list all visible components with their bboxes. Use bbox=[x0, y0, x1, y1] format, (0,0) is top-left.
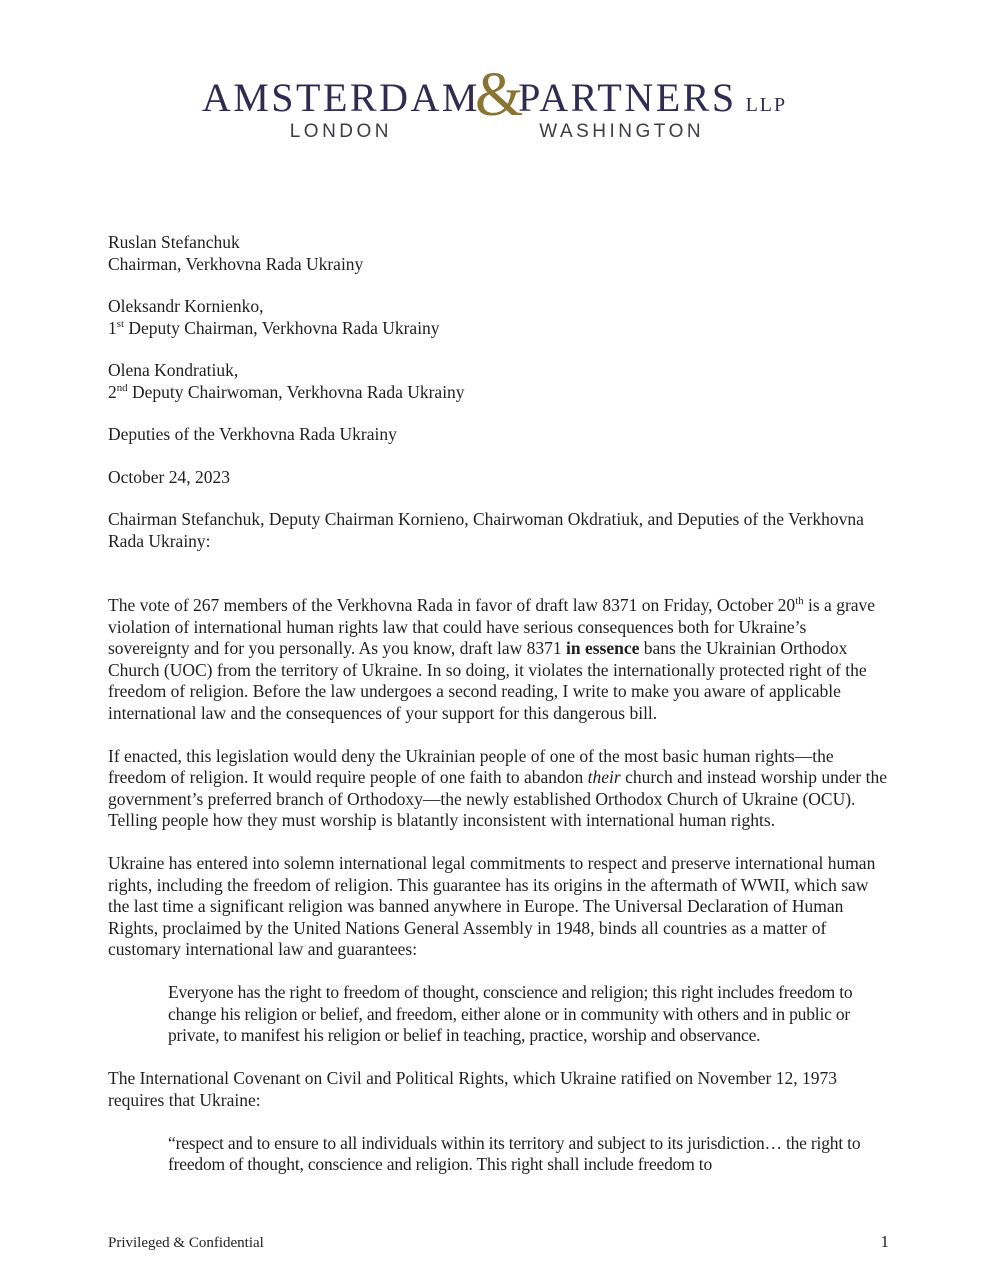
paragraph-3: Ukraine has entered into solemn international legal commitments to respect and preserve international human rights, including the freedom of religion. This guarantee has its origins in the aftermath of WWII, which saw the last time a significant religion was banned anywhere in Europe. The Universal Declaration of Human Rights, proclaimed by the United Nations General Assembly in 1948, binds all countries as a matter of customary international law and guarantees: bbox=[108, 853, 876, 959]
letterhead-left-column bbox=[201, 75, 480, 142]
page-footer bbox=[108, 1232, 889, 1252]
ordinal-number: 1 bbox=[108, 317, 117, 338]
letter-content bbox=[108, 232, 889, 1197]
p1-run-c: bans the Ukrainian Orthodox Church (UOC) from the territory of Ukraine. In so doing, it violates the internationally protected right of the freedom of religion. Before the law undergoes a second reading, I write to make you aware of applicable international law and the consequences of your support for this dangerous bill. bbox=[108, 638, 867, 723]
office-washington: WASHINGTON bbox=[539, 121, 705, 142]
ordinal-suffix: nd bbox=[116, 381, 128, 394]
p1-run-b: is a grave violation of international human rights law that could have serious consequences both for Ukraine’s sovereignty and for you personally. As you know, draft law 8371 bbox=[108, 595, 876, 658]
paragraph-2 bbox=[108, 746, 889, 832]
recipient-block-deputies bbox=[108, 424, 889, 446]
blockquote-udhr: Everyone has the right to freedom of thought, conscience and religion; this right includes freedom to change his religion or belief, and freedom, either alone or in community with others and in public or private, to manifest his religion or belief in teaching, practice, worship and observance. bbox=[168, 982, 853, 1045]
title-text: Deputy Chairman, Verkhovna Rada Ukrainy bbox=[123, 317, 440, 338]
recipient-name: Ruslan Stefanchuk bbox=[108, 232, 240, 252]
recipient-title: Chairman, Verkhovna Rada Ukrainy bbox=[108, 253, 364, 274]
p1-bold-run: in essence bbox=[566, 638, 640, 658]
recipient-group: Deputies of the Verkhovna Rada Ukrainy bbox=[108, 424, 397, 444]
paragraph-1 bbox=[108, 595, 889, 724]
p1-run-a: The vote of 267 members of the Verkhovna Rada in favor of draft law 8371 on Friday, October 20 bbox=[108, 595, 796, 615]
salutation: Chairman Stefanchuk, Deputy Chairman Kornieno, Chairwoman Okdratiuk, and Deputies of the Verkhovna Rada Ukrainy: bbox=[108, 509, 864, 551]
recipient-block-stefanchuk bbox=[108, 232, 889, 275]
firm-name-left: AMSTERDAM bbox=[201, 75, 480, 120]
ordinal-number: 2 bbox=[108, 381, 117, 402]
title-text: Deputy Chairwoman, Verkhovna Rada Ukrainy bbox=[127, 381, 465, 402]
letter-date: October 24, 2023 bbox=[108, 466, 230, 487]
recipient-title bbox=[108, 318, 889, 340]
paragraph-4: The International Covenant on Civil and Political Rights, which Ukraine ratified on November 12, 1973 requires that Ukraine: bbox=[108, 1068, 838, 1110]
recipient-name: Olena Kondratiuk, bbox=[108, 360, 239, 380]
firm-suffix-llp: LLP bbox=[745, 94, 788, 116]
page-number: 1 bbox=[880, 1232, 889, 1251]
letterhead-right-column bbox=[518, 75, 788, 142]
recipient-block-kondratiuk bbox=[108, 360, 889, 403]
ampersand-logo-glyph: & bbox=[474, 61, 524, 129]
recipient-name: Oleksandr Kornienko, bbox=[108, 296, 264, 316]
office-london: LONDON bbox=[289, 121, 393, 142]
firm-name-right-row bbox=[518, 75, 788, 120]
firm-name-right: PARTNERS bbox=[518, 75, 737, 120]
letterhead bbox=[0, 60, 989, 141]
ordinal-suffix: st bbox=[116, 317, 124, 330]
p1-date-superscript: th bbox=[795, 595, 804, 608]
blockquote-iccpr: “respect and to ensure to all individuals within its territory and subject to its jurisdiction… the right to freedom of thought, conscience and religion. This right shall include freedom to bbox=[168, 1132, 861, 1174]
confidentiality-notice: Privileged & Confidential bbox=[108, 1235, 264, 1251]
p2-run-a: If enacted, this legislation would deny the Ukrainian people of one of the most basic human rights—the freedom of religion. It would require people of one faith to abandon bbox=[108, 745, 834, 787]
recipient-title bbox=[108, 382, 889, 404]
p2-italic-run: their bbox=[587, 767, 621, 787]
p2-run-b: church and instead worship under the government’s preferred branch of Orthodoxy—the newly established Orthodox Church of Ukraine (OCU). Telling people how they must worship is blatantly inconsistent with international human rights. bbox=[108, 767, 888, 830]
recipient-block-kornienko bbox=[108, 296, 889, 339]
